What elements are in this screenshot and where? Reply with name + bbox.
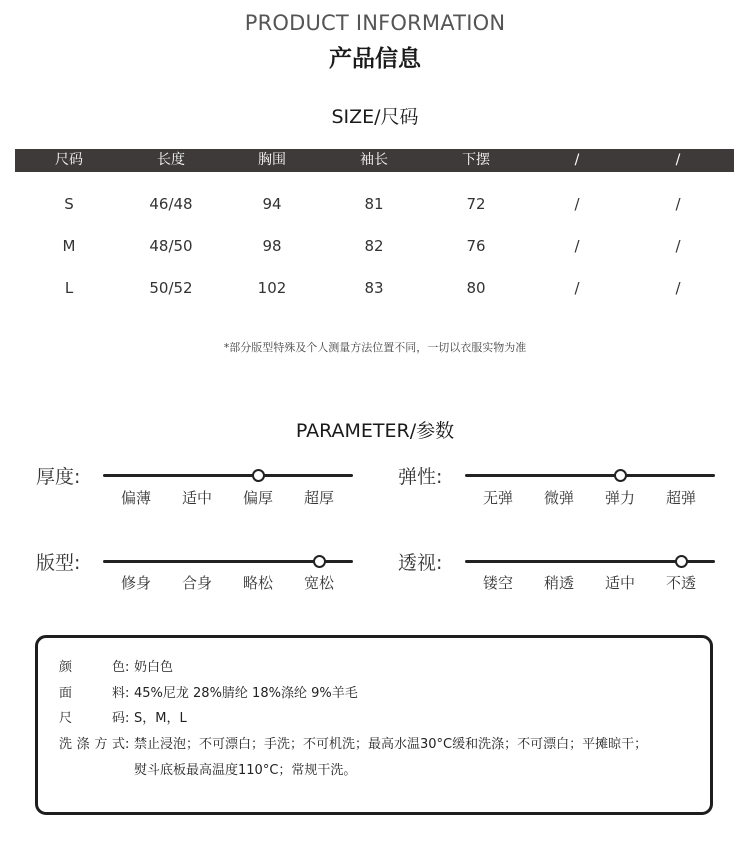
title-english: PRODUCT INFORMATION bbox=[244, 11, 506, 35]
parameter-scale-line bbox=[103, 474, 353, 477]
size-table-header-cell: / bbox=[574, 152, 580, 168]
parameter-option: 宽松 bbox=[303, 574, 334, 592]
parameter-option: 超弹 bbox=[665, 489, 696, 507]
parameter-label: 透视: bbox=[398, 552, 443, 574]
hem-cell: 76 bbox=[466, 237, 486, 255]
parameter-option: 合身 bbox=[181, 574, 212, 592]
parameter-option: 适中 bbox=[604, 574, 635, 592]
info-value: S，M，L bbox=[134, 711, 187, 726]
empty-cell: / bbox=[574, 195, 580, 213]
parameter-selected-marker bbox=[252, 469, 265, 482]
chest-cell: 102 bbox=[257, 279, 287, 297]
empty-cell: / bbox=[675, 237, 681, 255]
info-row-fabric: 面料: 45%尼龙 28%腈纶 18%涤纶 9%羊毛 bbox=[59, 682, 358, 701]
sleeve-cell: 83 bbox=[364, 279, 384, 297]
info-value: 熨斗底板最高温度110°C；常规干洗。 bbox=[134, 763, 357, 778]
chest-cell: 98 bbox=[262, 237, 282, 255]
empty-cell: / bbox=[574, 279, 580, 297]
chest-cell: 94 bbox=[262, 195, 282, 213]
parameter-option: 不透 bbox=[665, 574, 696, 592]
empty-cell: / bbox=[574, 237, 580, 255]
length-cell: 50/52 bbox=[149, 279, 193, 297]
sleeve-cell: 82 bbox=[364, 237, 384, 255]
sleeve-cell: 81 bbox=[364, 195, 384, 213]
length-cell: 48/50 bbox=[149, 237, 193, 255]
info-row-size: 尺码: S，M，L bbox=[59, 707, 187, 726]
parameter-label: 弹性: bbox=[398, 466, 443, 488]
info-value: 奶白色 bbox=[134, 660, 174, 675]
parameter-option: 无弹 bbox=[482, 489, 513, 507]
size-section-title: SIZE/尺码 bbox=[331, 106, 419, 128]
parameter-option: 适中 bbox=[181, 489, 212, 507]
parameter-option: 超厚 bbox=[303, 489, 334, 507]
info-label: 面料 bbox=[59, 686, 125, 701]
parameter-option: 镂空 bbox=[482, 574, 513, 592]
size-disclaimer-note: *部分版型特殊及个人测量方法位置不同，一切以衣服实物为准 bbox=[223, 341, 527, 354]
size-cell: L bbox=[64, 279, 74, 297]
info-row-washing-continued bbox=[134, 759, 356, 778]
parameter-option: 偏薄 bbox=[120, 489, 151, 507]
info-row-color: 颜色: 奶白色 bbox=[59, 656, 173, 675]
info-label: 尺码 bbox=[59, 711, 125, 726]
parameter-option: 略松 bbox=[242, 574, 273, 592]
size-table-header-cell: 长度 bbox=[157, 152, 185, 168]
length-cell: 46/48 bbox=[149, 195, 193, 213]
parameter-option: 弹力 bbox=[604, 489, 635, 507]
info-label: 洗涤方式 bbox=[59, 737, 125, 752]
hem-cell: 72 bbox=[466, 195, 486, 213]
parameter-option: 修身 bbox=[120, 574, 151, 592]
parameter-section-title: PARAMETER/参数 bbox=[295, 420, 455, 442]
size-table-header-cell: / bbox=[675, 152, 681, 168]
size-cell: M bbox=[62, 237, 76, 255]
parameter-selected-marker bbox=[313, 555, 326, 568]
size-table-header-cell: 胸围 bbox=[258, 152, 286, 168]
size-cell: S bbox=[64, 195, 74, 213]
parameter-label: 厚度: bbox=[36, 466, 81, 488]
parameter-selected-marker bbox=[675, 555, 688, 568]
parameter-option: 微弹 bbox=[543, 489, 574, 507]
size-table-header-cell: 尺码 bbox=[55, 152, 83, 168]
title-chinese: 产品信息 bbox=[329, 46, 421, 72]
parameter-option: 稍透 bbox=[543, 574, 574, 592]
hem-cell: 80 bbox=[466, 279, 486, 297]
parameter-option: 偏厚 bbox=[242, 489, 273, 507]
info-label: 颜色 bbox=[59, 660, 125, 675]
parameter-scale-line bbox=[465, 474, 715, 477]
size-table-header-cell: 下摆 bbox=[462, 152, 490, 168]
info-value: 45%尼龙 28%腈纶 18%涤纶 9%羊毛 bbox=[134, 686, 358, 701]
parameter-selected-marker bbox=[614, 469, 627, 482]
info-row-washing: 洗涤方式: 禁止浸泡；不可漂白；手洗；不可机洗；最高水温30°C缓和洗涤；不可漂白；平摊晾干； bbox=[59, 733, 647, 752]
empty-cell: / bbox=[675, 195, 681, 213]
parameter-label: 版型: bbox=[36, 552, 81, 574]
empty-cell: / bbox=[675, 279, 681, 297]
size-table-header-cell: 袖长 bbox=[360, 152, 388, 168]
info-value: 禁止浸泡；不可漂白；手洗；不可机洗；最高水温30°C缓和洗涤；不可漂白；平摊晾干； bbox=[134, 737, 648, 752]
